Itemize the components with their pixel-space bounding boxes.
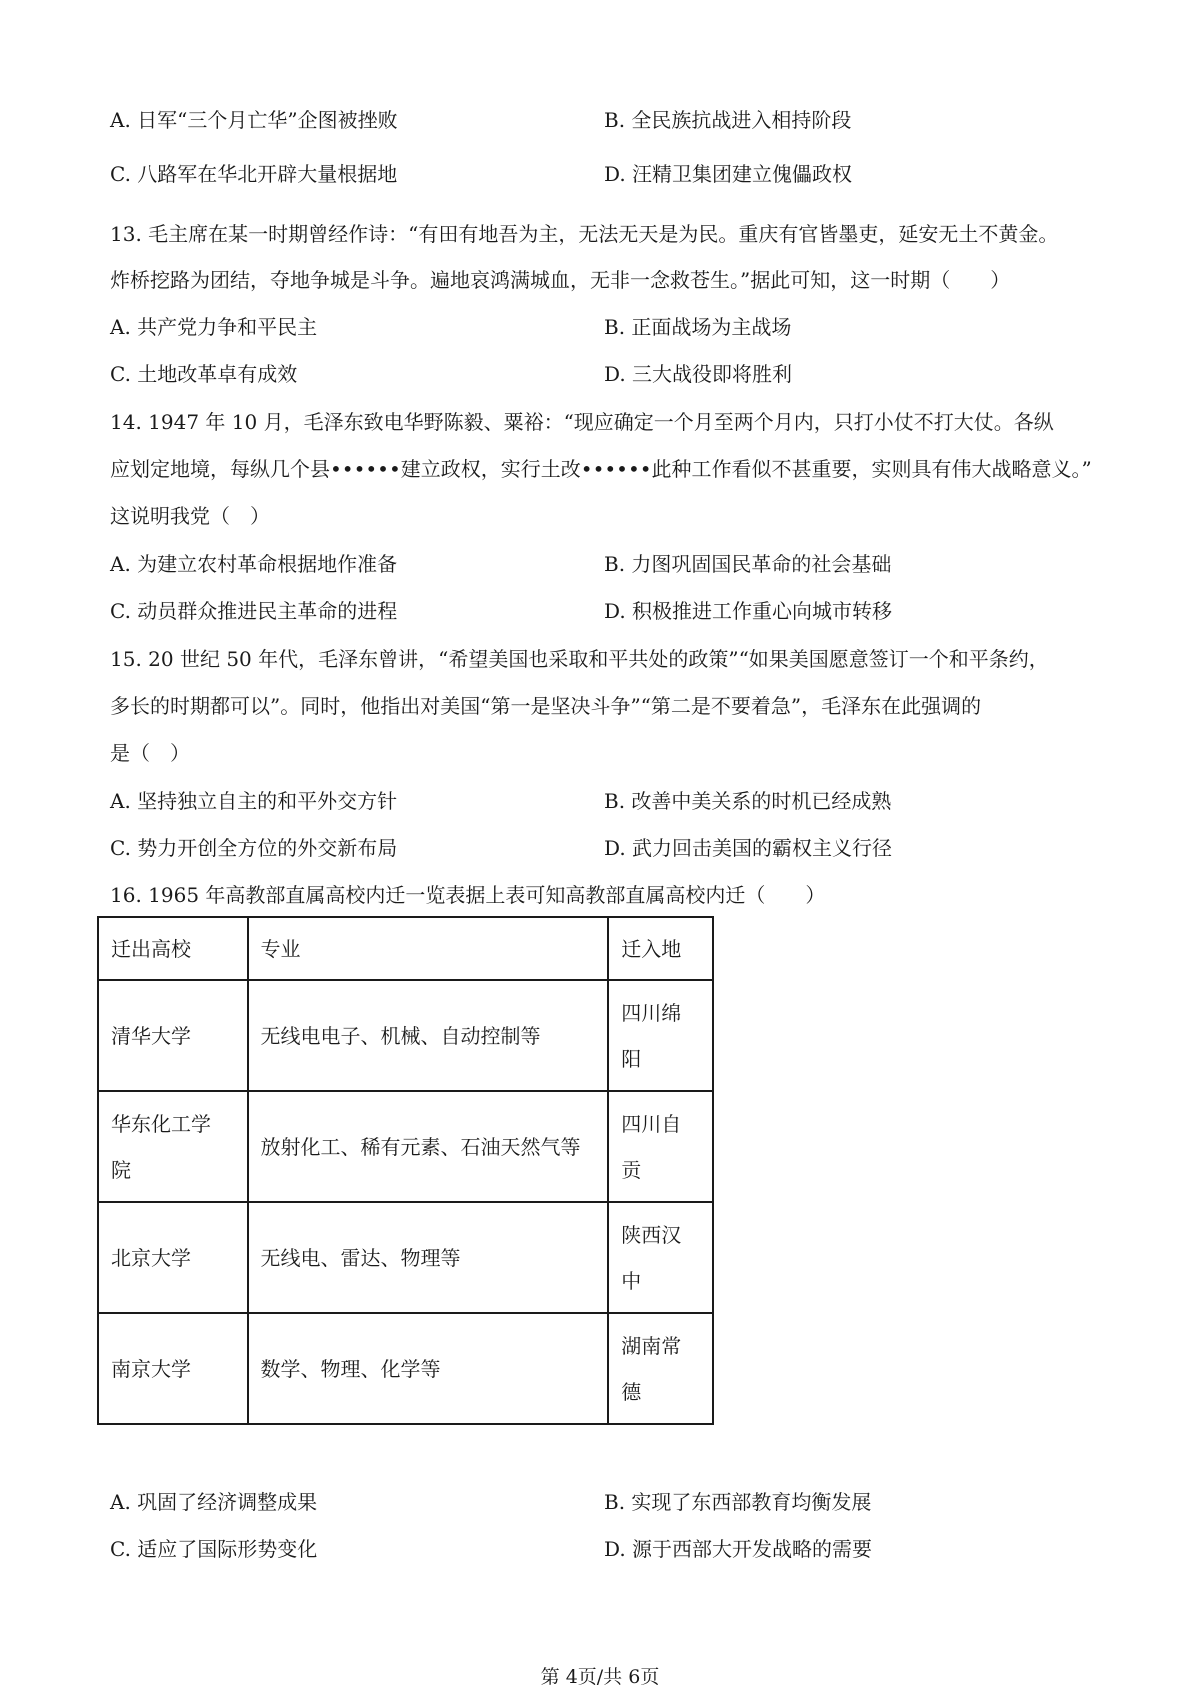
q14-option-a: A. 为建立农村革命根据地作准备 <box>110 552 398 576</box>
q14-stem-line3: 这说明我党（ ） <box>110 504 270 528</box>
table-cell-destination <box>608 1202 713 1313</box>
q14-option-b: B. 力图巩固国民革命的社会基础 <box>604 552 892 576</box>
table-header-cell: 迁入地 <box>608 917 713 980</box>
q12-option-c: C. 八路军在华北开辟大量根据地 <box>110 162 398 186</box>
q14-stem-line1: 14. 1947 年 10 月，毛泽东致电华野陈毅、粟裕：“现应确定一个月至两个月内，只打小仗不打大仗。各纵 <box>110 410 1054 434</box>
table-row <box>98 1313 713 1424</box>
q16-option-b: B. 实现了东西部教育均衡发展 <box>604 1490 872 1514</box>
destination-line: 中 <box>621 1268 642 1293</box>
q13-stem-line2: 炸桥挖路为团结，夺地争城是斗争。遍地哀鸿满城血，无非一念救苍生。”据此可知，这一时期（ ） <box>110 268 1011 292</box>
q13-stem-line1: 13. 毛主席在某一时期曾经作诗：“有田有地吾为主，无法无天是为民。重庆有官皆墨吏，延安无土不黄金。 <box>110 222 1059 246</box>
q13-option-b: B. 正面战场为主战场 <box>604 315 792 339</box>
table-cell-major: 放射化工、稀有元素、石油天然气等 <box>248 1091 609 1202</box>
table-header-cell: 专业 <box>248 917 609 980</box>
school-line: 院 <box>111 1157 131 1182</box>
q15-option-d: D. 武力回击美国的霸权主义行径 <box>604 836 893 860</box>
q16-option-d: D. 源于西部大开发战略的需要 <box>604 1537 873 1561</box>
q15-option-c: C. 势力开创全方位的外交新布局 <box>110 836 398 860</box>
q14-option-d: D. 积极推进工作重心向城市转移 <box>604 599 893 623</box>
q15-stem-line2: 多长的时期都可以”。同时，他指出对美国“第一是坚决斗争”“第二是不要着急”，毛泽东在此强调的 <box>110 694 982 718</box>
q13-option-c: C. 土地改革卓有成效 <box>110 362 298 386</box>
q16-option-a: A. 巩固了经济调整成果 <box>110 1490 318 1514</box>
table-cell-destination <box>608 980 713 1091</box>
table-cell-destination <box>608 1091 713 1202</box>
destination-line: 四川自 <box>621 1111 682 1136</box>
table-row <box>98 1091 713 1202</box>
q15-option-a: A. 坚持独立自主的和平外交方针 <box>110 789 398 813</box>
q13-option-a: A. 共产党力争和平民主 <box>110 315 318 339</box>
q16-stem: 16. 1965 年高教部直属高校内迁一览表据上表可知高教部直属高校内迁（ ） <box>110 883 826 907</box>
q14-stem-line2: 应划定地境，每纵几个县••••••建立政权，实行土改••••••此种工作看似不甚重要，实则具有伟大战略意义。” <box>110 457 1092 481</box>
table-row <box>98 1202 713 1313</box>
table-cell-major: 无线电、雷达、物理等 <box>248 1202 609 1313</box>
destination-line: 贡 <box>621 1157 642 1182</box>
table-cell-major: 无线电电子、机械、自动控制等 <box>248 980 609 1091</box>
q15-stem-line3: 是（ ） <box>110 741 190 765</box>
table-row <box>98 980 713 1091</box>
table-cell-school <box>98 1091 248 1202</box>
destination-line: 陕西汉 <box>621 1222 682 1247</box>
q15-option-b: B. 改善中美关系的时机已经成熟 <box>604 789 892 813</box>
q16-option-c: C. 适应了国际形势变化 <box>110 1537 318 1561</box>
table-cell-school <box>98 1202 248 1313</box>
q12-option-b: B. 全民族抗战进入相持阶段 <box>604 108 852 132</box>
q12-option-a: A. 日军“三个月亡华”企图被挫败 <box>110 108 398 132</box>
table-cell-major: 数学、物理、化学等 <box>248 1313 609 1424</box>
destination-line: 湖南常 <box>621 1333 682 1358</box>
school-line: 华东化工学 <box>111 1111 211 1136</box>
school-line: 南京大学 <box>111 1356 191 1381</box>
table-cell-school <box>98 980 248 1091</box>
destination-line: 德 <box>621 1379 642 1404</box>
q15-stem-line1: 15. 20 世纪 50 年代，毛泽东曾讲，“希望美国也采取和平共处的政策”“如果美国愿意签订一个和平条约， <box>110 647 1049 671</box>
page-number-footer: 第 4页/共 6页 <box>540 1666 660 1688</box>
destination-line: 四川绵 <box>621 1000 682 1025</box>
table-cell-destination <box>608 1313 713 1424</box>
school-line: 北京大学 <box>111 1245 191 1270</box>
table-cell-school <box>98 1313 248 1424</box>
table-header-cell: 迁出高校 <box>98 917 248 980</box>
destination-line: 阳 <box>621 1046 642 1071</box>
q13-option-d: D. 三大战役即将胜利 <box>604 362 793 386</box>
q14-option-c: C. 动员群众推进民主革命的进程 <box>110 599 398 623</box>
table-header-row <box>98 917 713 980</box>
relocation-table <box>97 916 714 1425</box>
q12-option-d: D. 汪精卫集团建立傀儡政权 <box>604 162 853 186</box>
school-line: 清华大学 <box>111 1023 191 1048</box>
